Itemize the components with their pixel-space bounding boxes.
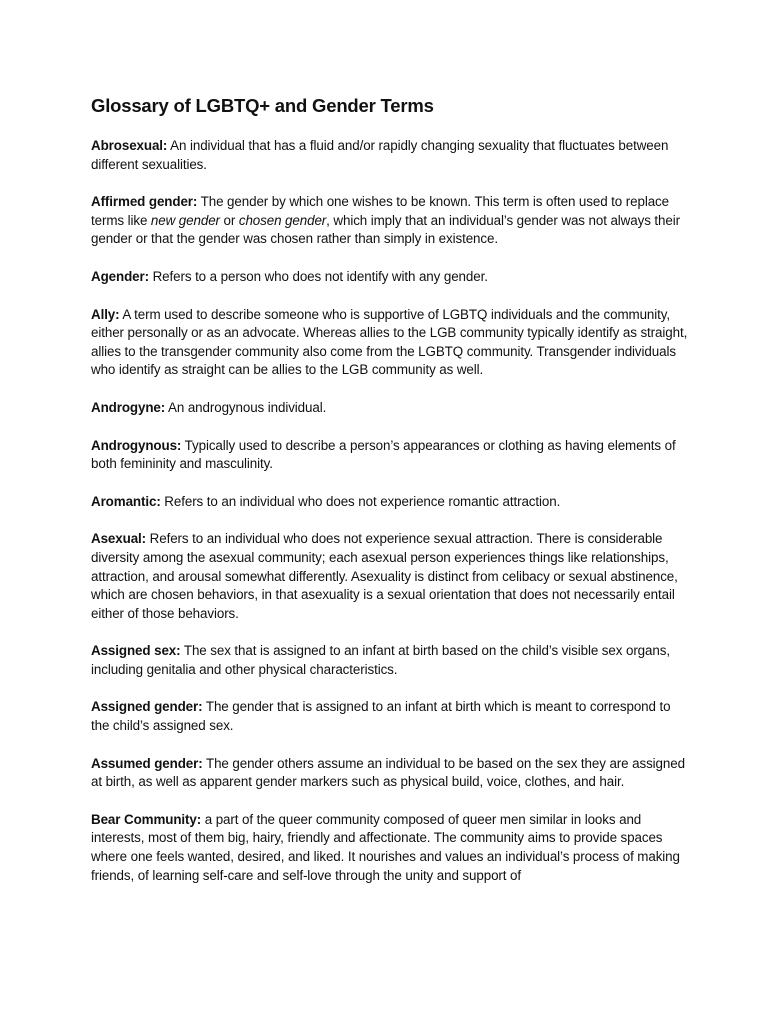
glossary-entry-ally <box>91 306 691 380</box>
term: Affirmed gender: <box>91 194 198 210</box>
term: Assigned sex: <box>91 643 181 659</box>
definition: Refers to a person who does not identify with any gender. <box>148 268 488 284</box>
definition: Typically used to describe a person’s appearances or clothing as having elements of both femininity and masculinity. <box>91 437 676 472</box>
definition-text: , which imply that an individual’s gender was not always their gender or that the gender was chosen rather than simply in existence. <box>91 212 680 247</box>
glossary-entry-assigned-sex <box>91 642 691 679</box>
term: Androgyne: <box>91 399 166 415</box>
definition: An androgynous individual. <box>165 399 327 415</box>
glossary-entry-androgyne <box>91 399 691 418</box>
glossary-entry-aromantic <box>91 493 691 512</box>
glossary-list <box>91 137 691 904</box>
definition: a part of the queer community composed of queer men similar in looks and interests, most of them big, hairy, friendly and affectionate. The community aims to provide spaces where one feels wanted, desired, and liked. It nourishes and values an individual’s process of making friends, of learning self-care and self-love through the unity and support of <box>91 811 680 883</box>
glossary-entry-agender <box>91 268 691 287</box>
glossary-entry-assumed-gender <box>91 755 691 792</box>
definition-text: The gender by which one wishes to be known. This term is often used to replace terms like <box>91 194 669 228</box>
term: Assumed gender: <box>91 755 203 771</box>
term: Asexual: <box>91 531 147 547</box>
term: Assigned gender: <box>91 699 203 715</box>
term: Agender: <box>91 268 149 284</box>
glossary-entry-assigned-gender <box>91 698 691 735</box>
definition: Refers to an individual who does not experience sexual attraction. There is considerable diversity among the asexual community; each asexual person experiences things like relationships, attraction, and arousal somewhat differently. Asexuality is distinct from celibacy or sexual abstinence, which are chosen behaviors, in that asexuality is a sexual orientation that does not necessarily entail either of those behaviors. <box>91 531 678 621</box>
definition: A term used to describe someone who is supportive of LGBTQ individuals and the community, either personally or as an advocate. Whereas allies to the LGB community typically identify as straight, allies to the transgender community also come from the LGBTQ community. Transgender individuals who identify as straight can be allies to the LGB community as well. <box>91 306 688 378</box>
glossary-entry-asexual <box>91 530 691 623</box>
definition: An individual that has a fluid and/or rapidly changing sexuality that fluctuates between different sexualities. <box>91 138 669 172</box>
definition-text: or <box>219 212 239 228</box>
glossary-entry-abrosexual <box>91 137 691 174</box>
definition-emphasis: new gender <box>150 212 220 228</box>
term: Abrosexual: <box>91 138 168 153</box>
term: Aromantic: <box>91 493 161 509</box>
definition-emphasis: chosen gender <box>238 212 327 228</box>
definition: The gender others assume an individual to be based on the sex they are assigned at birth, as well as apparent gender markers such as physical build, voice, clothes, and hair. <box>91 755 685 790</box>
definition: The sex that is assigned to an infant at birth based on the child’s visible sex organs, including genitalia and other physical characteristics. <box>91 643 670 677</box>
term: Androgynous: <box>91 437 182 453</box>
glossary-entry-bear-community <box>91 811 691 885</box>
glossary-entry-androgynous <box>91 437 691 474</box>
definition: Refers to an individual who does not experience romantic attraction. <box>160 493 561 509</box>
definition: The gender that is assigned to an infant at birth which is meant to correspond to the child’s assigned sex. <box>91 699 671 734</box>
glossary-entry-affirmed-gender <box>91 193 691 249</box>
term: Ally: <box>91 306 120 322</box>
term: Bear Community: <box>91 811 202 827</box>
page-title: Glossary of LGBTQ+ and Gender Terms <box>91 95 434 116</box>
